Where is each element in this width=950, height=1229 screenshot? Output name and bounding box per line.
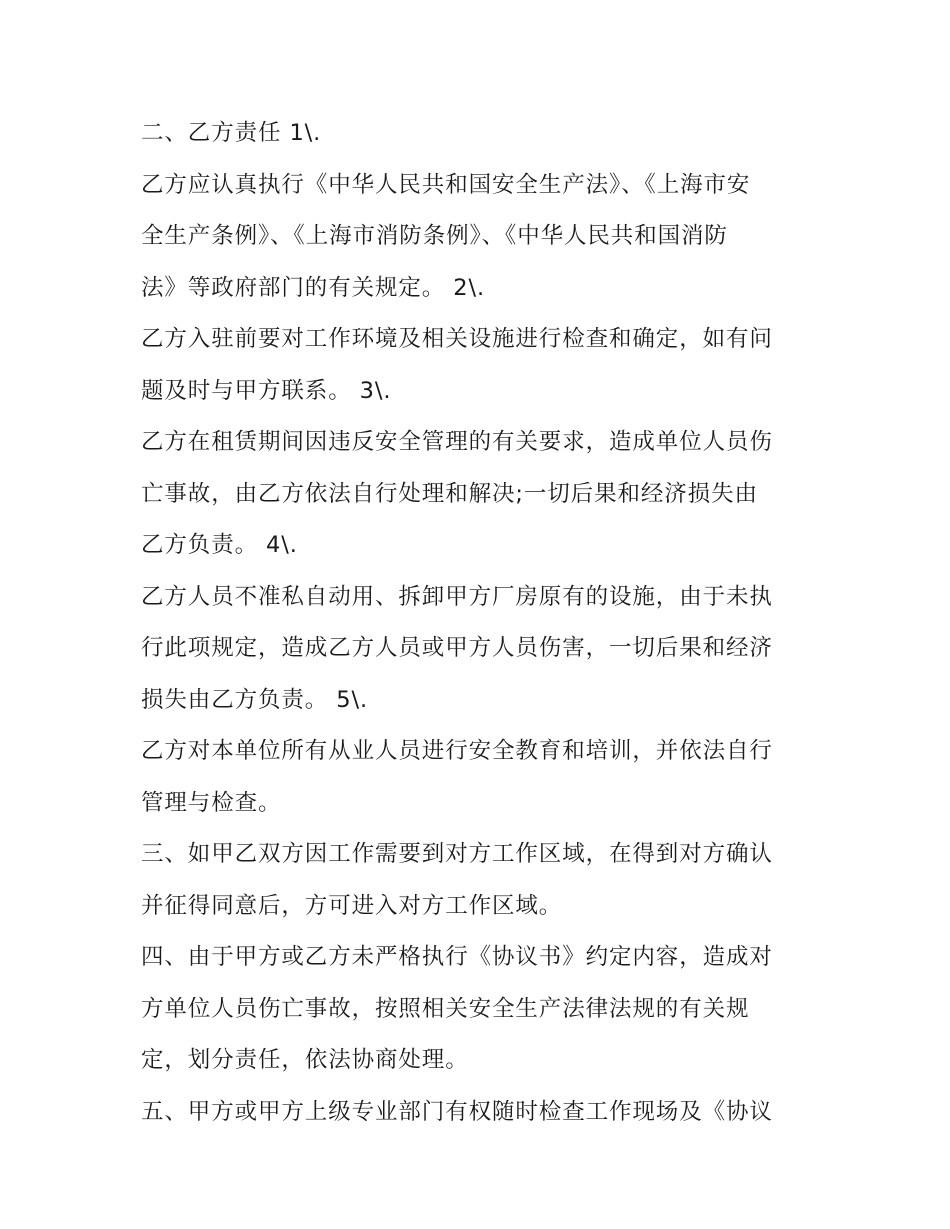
document-body bbox=[141, 108, 821, 1138]
text-line-3: 全生产条例》、《上海市消防条例》、《中华人民共和国消防 bbox=[141, 223, 728, 249]
text-line-15: 三、如甲乙双方因工作需要到对方工作区域，在得到对方确认 bbox=[141, 841, 773, 867]
text-line-10: 乙方人员不准私自动用、拆卸甲方厂房原有的设施，由于未执 bbox=[141, 583, 773, 610]
text-line-6: 题及时与甲方联系。 3\. bbox=[141, 377, 392, 404]
text-line-11: 行此项规定，造成乙方人员或甲方人员伤害，一切后果和经济 bbox=[141, 635, 773, 661]
text-line-12: 损失由乙方负责。 5\. bbox=[141, 686, 369, 713]
text-line-20: 五、甲方或甲方上级专业部门有权随时检查工作现场及《协议 bbox=[141, 1098, 773, 1125]
text-line-17: 四、由于甲方或乙方未严格执行《协议书》约定内容，造成对 bbox=[141, 944, 773, 970]
text-line-19: 定，划分责任，依法协商处理。 bbox=[141, 1047, 469, 1073]
text-line-2: 乙方应认真执行《中华人民共和国安全生产法》、《上海市安 bbox=[141, 171, 751, 198]
text-line-7: 乙方在租赁期间因违反安全管理的有关要求，造成单位人员伤 bbox=[141, 429, 773, 455]
text-line-13: 乙方对本单位所有从业人员进行安全教育和培训，并依法自行 bbox=[141, 738, 773, 764]
text-line-9: 乙方负责。 4\. bbox=[141, 532, 298, 558]
text-line-5: 乙方入驻前要对工作环境及相关设施进行检查和确定，如有问 bbox=[141, 326, 773, 352]
text-line-14: 管理与检查。 bbox=[141, 789, 282, 816]
text-line-4: 法》等政府部门的有关规定。 2\. bbox=[141, 274, 486, 301]
text-line-18: 方单位人员伤亡事故，按照相关安全生产法律法规的有关规 bbox=[141, 995, 750, 1022]
text-line-8: 亡事故，由乙方依法自行处理和解决;一切后果和经济损失由 bbox=[141, 480, 758, 507]
text-line-16: 并征得同意后，方可进入对方工作区域。 bbox=[141, 892, 563, 919]
text-line-1: 二、乙方责任 1\. bbox=[141, 120, 322, 146]
